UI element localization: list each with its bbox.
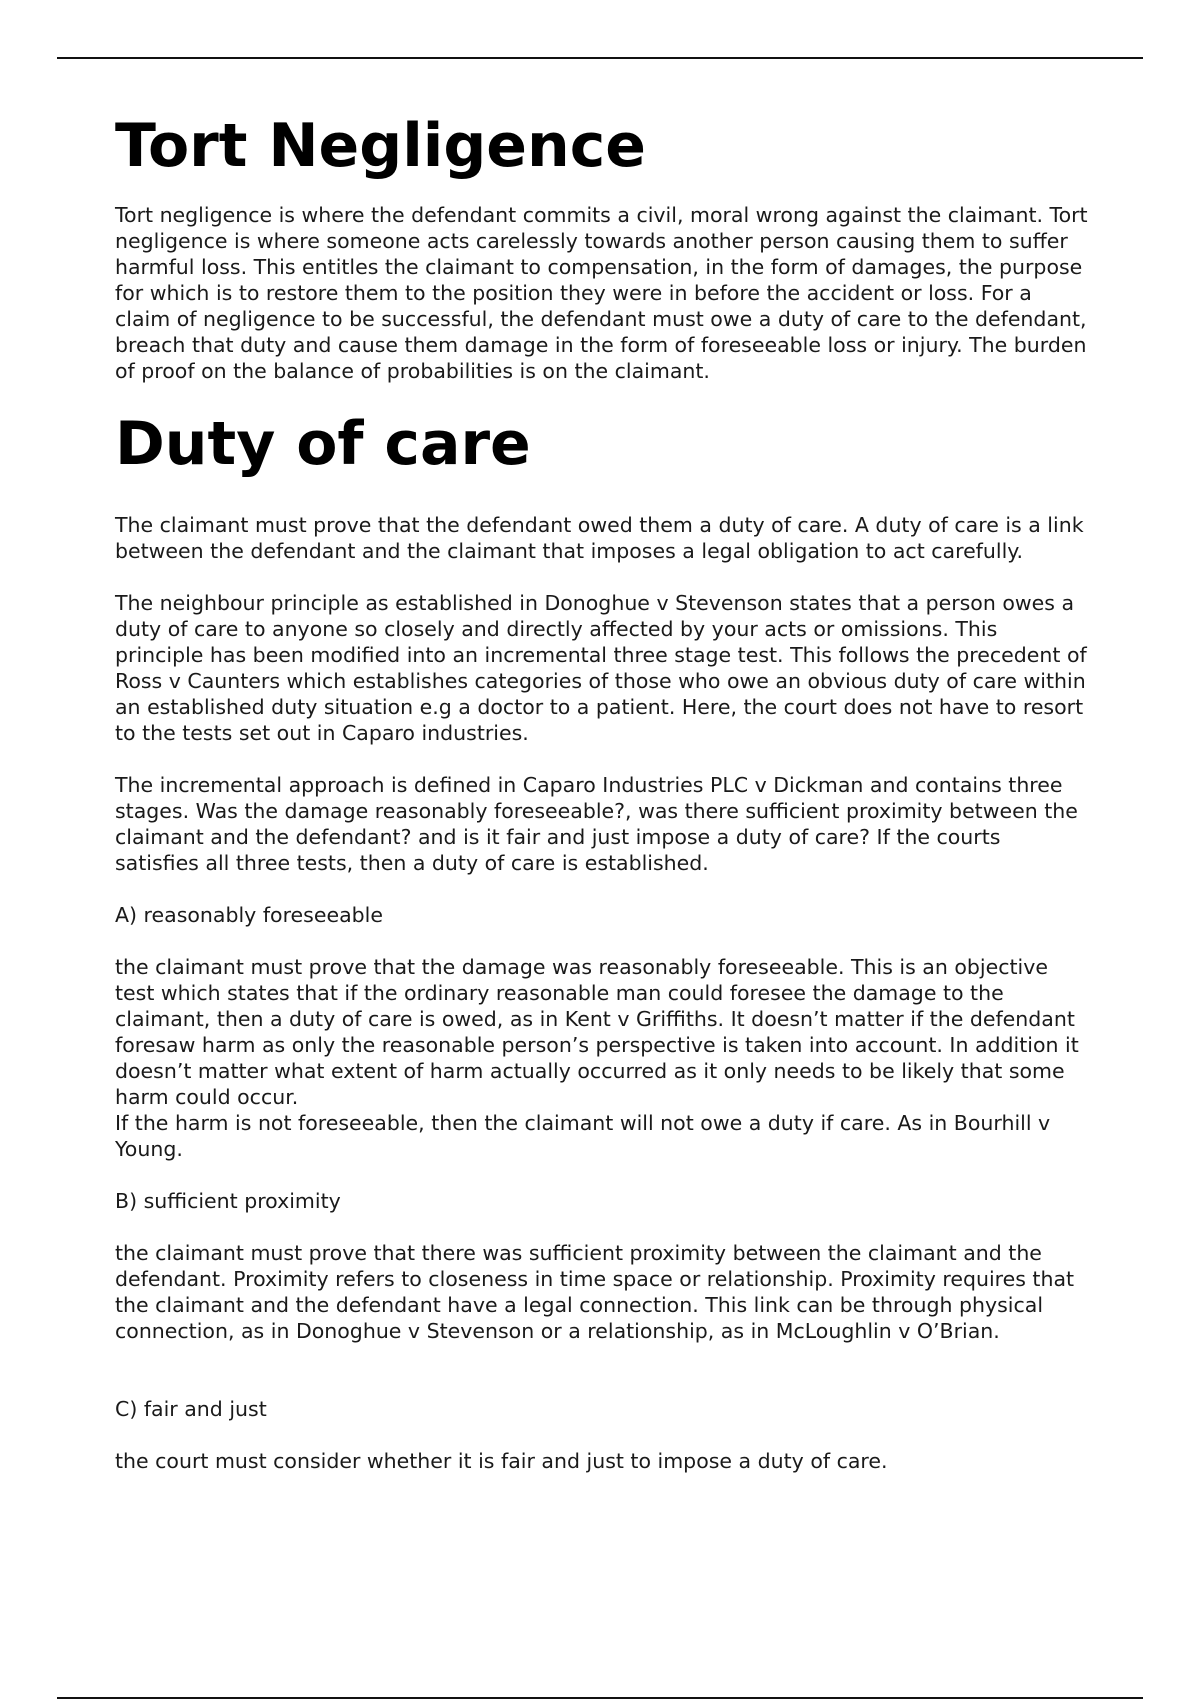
bottom-rule (57, 1697, 1143, 1699)
paragraph-neighbour-principle: The neighbour principle as established in Donoghue v Stevenson states that a person owes a duty of care to anyone so closely and directly affected by your acts or omissions. This principle has been modified into an incremental three stage test. This follows the precedent of Ross v Caunters which establishes categories of those who owe an obvious duty of care within an established duty situation e.g a doctor to a patient. Here, the court does not have to resort to the tests set out in Caparo industries. (115, 591, 1087, 745)
document-body (115, 108, 1090, 1474)
document-title: Tort Negligence (115, 111, 646, 181)
paragraph-fair-and-just: the court must consider whether it is fair and just to impose a duty of care. (115, 1449, 888, 1473)
subheading-fair-and-just: C) fair and just (115, 1397, 267, 1421)
paragraph-duty-definition: The claimant must prove that the defendant owed them a duty of care. A duty of care is a link between the defendant and the claimant that imposes a legal obligation to act carefully. (115, 513, 1084, 563)
section-title: Duty of care (115, 409, 531, 479)
intro-paragraph: Tort negligence is where the defendant commits a civil, moral wrong against the claimant. Tort negligence is where someone acts carelessly towards another person causing them to suffer harmful loss. This entitles the claimant to compensation, in the form of damages, the purpose for which is to restore them to the position they were in before the accident or loss. For a claim of negligence to be successful, the defendant must owe a duty of care to the defendant, breach that duty and cause them damage in the form of foreseeable loss or injury. The burden of proof on the balance of probabilities is on the claimant. (115, 203, 1088, 383)
paragraph-foreseeable-continued: If the harm is not foreseeable, then the claimant will not owe a duty if care. As in Bourhill v Young. (115, 1111, 1051, 1161)
paragraph-proximity: the claimant must prove that there was sufficient proximity between the claimant and the defendant. Proximity refers to closeness in time space or relationship. Proximity requires that the claimant and the defendant have a legal connection. This link can be through physical connection, as in Donoghue v Stevenson or a relationship, as in McLoughlin v O’Brian. (115, 1241, 1075, 1343)
top-rule (57, 57, 1143, 59)
subheading-reasonably-foreseeable: A) reasonably foreseeable (115, 903, 383, 927)
paragraph-incremental-approach: The incremental approach is defined in Caparo Industries PLC v Dickman and contains three stages. Was the damage reasonably foreseeable?, was there sufficient proximity between the claimant and the defendant? and is it fair and just impose a duty of care? If the courts satisfies all three tests, then a duty of care is established. (115, 773, 1078, 875)
subheading-sufficient-proximity: B) sufficient proximity (115, 1189, 341, 1213)
paragraph-foreseeable: the claimant must prove that the damage was reasonably foreseeable. This is an objective test which states that if the ordinary reasonable man could foresee the damage to the claimant, then a duty of care is owed, as in Kent v Griffiths. It doesn’t matter if the defendant foresaw harm as only the reasonable person’s perspective is taken into account. In addition it doesn’t matter what extent of harm actually occurred as it only needs to be likely that some harm could occur. (115, 955, 1079, 1109)
